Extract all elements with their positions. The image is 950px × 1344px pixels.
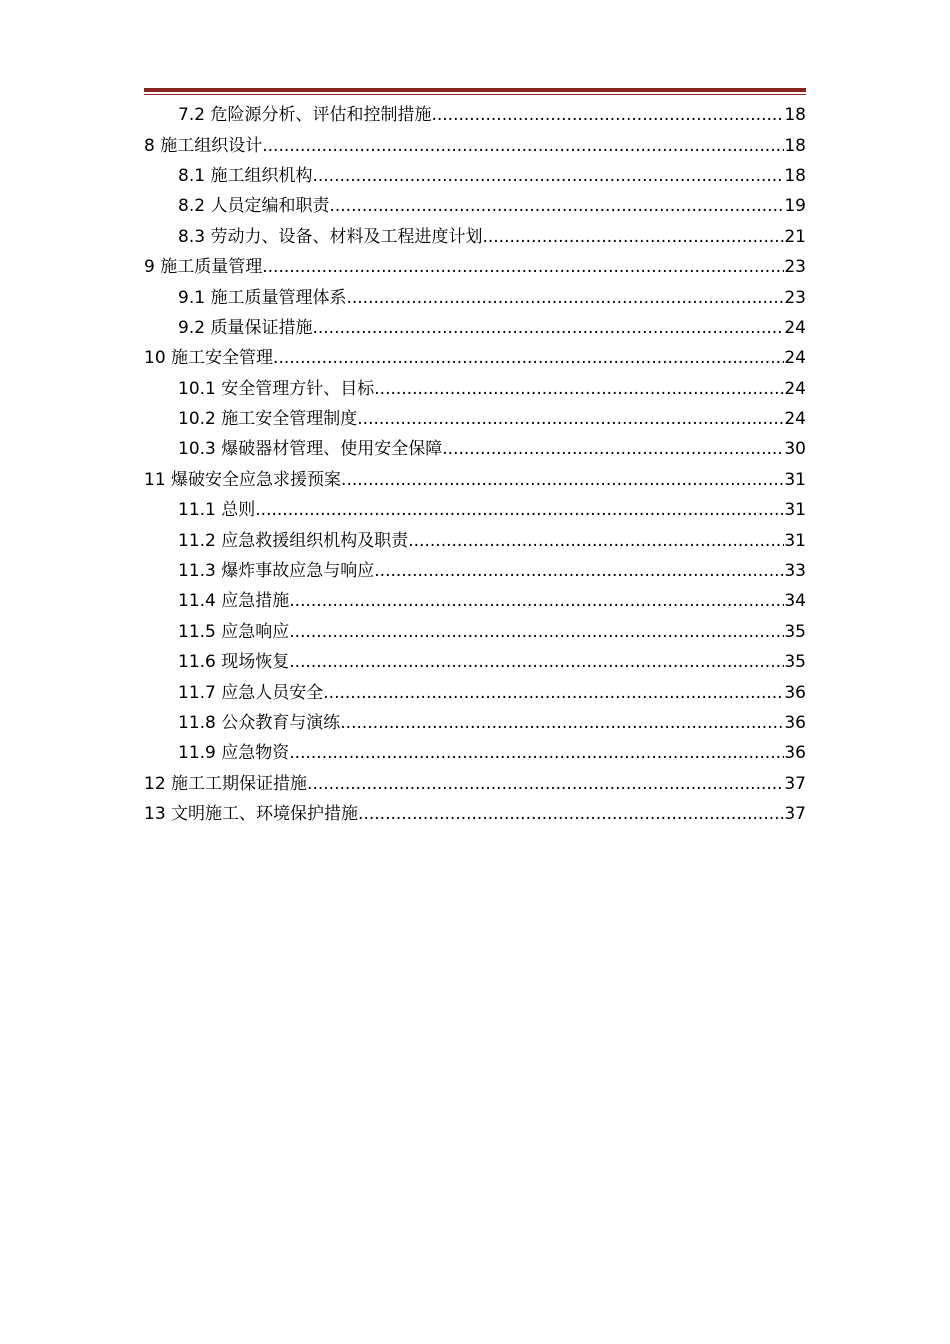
toc-entry-page-number: 34 xyxy=(784,591,806,612)
toc-entry[interactable] xyxy=(144,374,806,404)
toc-entry[interactable] xyxy=(144,343,806,373)
toc-dot-leader xyxy=(408,530,784,552)
toc-entry-page-number: 30 xyxy=(784,439,806,460)
toc-entry[interactable] xyxy=(144,434,806,464)
toc-dot-leader xyxy=(289,590,784,612)
toc-entry-title: 10 施工安全管理 xyxy=(144,348,274,369)
toc-dot-leader xyxy=(289,621,784,643)
toc-dot-leader xyxy=(307,773,784,795)
toc-entry-title: 7.2 危险源分析、评估和控制措施 xyxy=(178,105,432,126)
toc-entry-page-number: 18 xyxy=(784,165,806,186)
toc-entry[interactable] xyxy=(144,282,806,312)
toc-entry-page-number: 31 xyxy=(784,530,806,551)
toc-entry-title: 9.1 施工质量管理体系 xyxy=(178,287,347,308)
toc-entry[interactable] xyxy=(144,161,806,191)
toc-dot-leader xyxy=(312,317,784,339)
toc-entry-title: 12 施工工期保证措施 xyxy=(144,773,308,794)
toc-entry-page-number: 24 xyxy=(784,317,806,338)
toc-entry-page-number: 24 xyxy=(784,409,806,430)
toc-dot-leader xyxy=(357,408,784,430)
toc-dot-leader xyxy=(262,135,784,157)
toc-dot-leader xyxy=(289,742,784,764)
toc-entry-page-number: 21 xyxy=(784,226,806,247)
toc-entry-page-number: 36 xyxy=(784,682,806,703)
toc-entry[interactable] xyxy=(144,708,806,738)
toc-entry[interactable] xyxy=(144,738,806,768)
toc-entry-title: 9.2 质量保证措施 xyxy=(178,317,313,338)
toc-entry[interactable] xyxy=(144,617,806,647)
toc-dot-leader xyxy=(289,651,784,673)
toc-entry[interactable] xyxy=(144,677,806,707)
table-of-contents xyxy=(144,100,806,829)
toc-entry[interactable] xyxy=(144,769,806,799)
toc-entry-page-number: 18 xyxy=(784,135,806,156)
toc-entry[interactable] xyxy=(144,191,806,221)
header-rule xyxy=(144,88,806,96)
toc-entry-page-number: 37 xyxy=(784,804,806,825)
toc-entry-page-number: 36 xyxy=(784,713,806,733)
toc-entry-title: 8.3 劳动力、设备、材料及工程进度计划 xyxy=(178,226,483,247)
toc-entry-title: 8.2 人员定编和职责 xyxy=(178,196,330,217)
toc-entry-page-number: 18 xyxy=(784,105,806,126)
toc-entry[interactable] xyxy=(144,100,806,130)
toc-entry-title: 11.3 爆炸事故应急与响应 xyxy=(178,561,375,582)
toc-entry[interactable] xyxy=(144,586,806,616)
toc-entry-page-number: 23 xyxy=(784,287,806,308)
toc-dot-leader xyxy=(358,803,784,825)
toc-entry-title: 13 文明施工、环境保护措施 xyxy=(144,804,359,825)
toc-dot-leader xyxy=(255,499,784,521)
toc-entry-page-number: 19 xyxy=(784,196,806,217)
toc-entry-page-number: 31 xyxy=(784,469,806,490)
toc-entry-title: 11.7 应急人员安全 xyxy=(178,682,324,703)
toc-entry-title: 11.9 应急物资 xyxy=(178,743,290,764)
toc-entry[interactable] xyxy=(144,404,806,434)
toc-dot-leader xyxy=(374,560,784,582)
toc-dot-leader xyxy=(341,469,784,491)
toc-entry-page-number: 23 xyxy=(784,257,806,278)
toc-entry-title: 11.8 公众教育与演练 xyxy=(178,713,341,733)
toc-entry-title: 9 施工质量管理 xyxy=(144,257,263,278)
toc-dot-leader xyxy=(323,682,784,704)
header-rule-thin-line xyxy=(144,94,806,95)
toc-entry-page-number: 35 xyxy=(784,621,806,642)
toc-entry[interactable] xyxy=(144,495,806,525)
toc-entry-title: 11.2 应急救援组织机构及职责 xyxy=(178,530,409,551)
toc-entry-title: 8.1 施工组织机构 xyxy=(178,165,313,186)
toc-entry-page-number: 24 xyxy=(784,348,806,369)
header-rule-thick-line xyxy=(144,88,806,92)
toc-entry[interactable] xyxy=(144,799,806,829)
toc-entry-title: 11 爆破安全应急求援预案 xyxy=(144,469,342,490)
toc-entry[interactable] xyxy=(144,647,806,677)
toc-dot-leader xyxy=(312,165,784,187)
toc-entry-title: 11.5 应急响应 xyxy=(178,621,290,642)
toc-dot-leader xyxy=(442,438,784,460)
toc-entry-page-number: 37 xyxy=(784,773,806,794)
toc-entry[interactable] xyxy=(144,130,806,160)
toc-entry-page-number: 33 xyxy=(784,561,806,582)
toc-entry-title: 10.3 爆破器材管理、使用安全保障 xyxy=(178,439,443,460)
toc-dot-leader xyxy=(262,256,784,278)
toc-entry-page-number: 31 xyxy=(784,500,806,521)
toc-entry-page-number: 36 xyxy=(784,743,806,764)
toc-dot-leader xyxy=(346,287,784,309)
toc-entry[interactable] xyxy=(144,525,806,555)
toc-dot-leader xyxy=(329,195,784,217)
toc-dot-leader xyxy=(273,347,784,369)
toc-entry-title: 8 施工组织设计 xyxy=(144,135,263,156)
toc-entry[interactable] xyxy=(144,313,806,343)
toc-entry-title: 11.1 总则 xyxy=(178,500,256,521)
toc-entry-page-number: 35 xyxy=(784,652,806,673)
toc-dot-leader xyxy=(482,226,784,248)
toc-entry[interactable] xyxy=(144,556,806,586)
toc-entry-page-number: 24 xyxy=(784,378,806,399)
toc-dot-leader xyxy=(431,104,784,126)
toc-entry-title: 11.6 现场恢复 xyxy=(178,652,290,673)
toc-dot-leader xyxy=(374,378,784,400)
toc-dot-leader xyxy=(340,712,784,734)
toc-entry[interactable] xyxy=(144,465,806,495)
toc-entry-title: 10.2 施工安全管理制度 xyxy=(178,409,358,430)
toc-entry-title: 10.1 安全管理方针、目标 xyxy=(178,378,375,399)
toc-entry[interactable] xyxy=(144,252,806,282)
toc-entry[interactable] xyxy=(144,222,806,252)
toc-entry-title: 11.4 应急措施 xyxy=(178,591,290,612)
